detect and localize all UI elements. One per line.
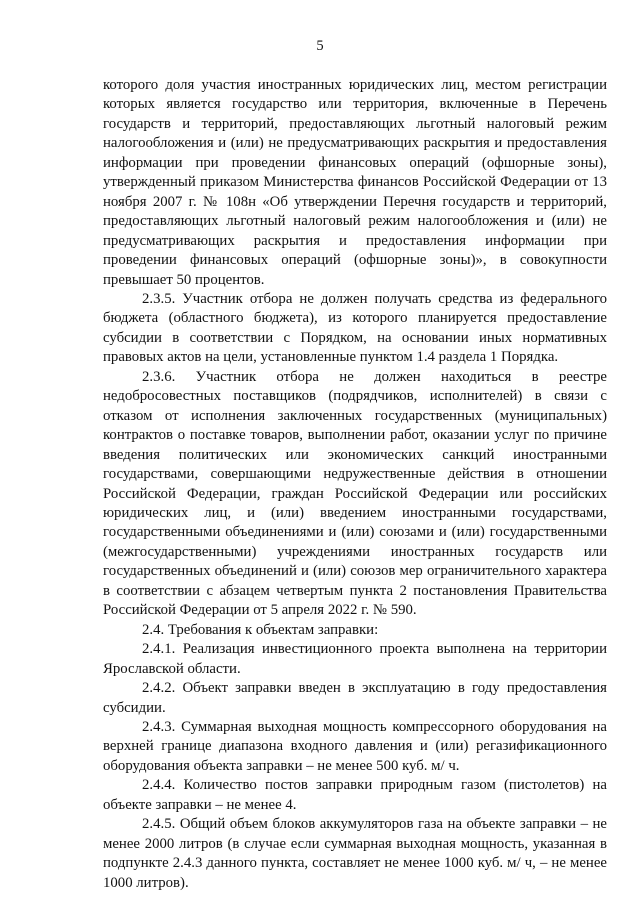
paragraph-2-4-1: 2.4.1. Реализация инвестиционного проекта выполнена на территории Ярославской области. [103,641,607,677]
paragraph-2-4-3: 2.4.3. Суммарная выходная мощность компрессорного оборудования на верхней границе диапазона входного давления и (или) регазификационного оборудования объекта заправки – не менее 500 куб. м/ ч. [103,718,607,774]
paragraph-2-3-6: 2.3.6. Участник отбора не должен находиться в реестре недобросовестных поставщиков (подрядчиков, исполнителей) в связи с отказом от исполнения заключенных государственных (муниципальных) контрактов о поставке товаров, выполнении работ, оказании услуг по причине введения политических или экономических санкций иностранными государствами, совершающими недружественные действия в отношении Российской Федерации, граждан Российской Федерации или российских юридических лиц, и (или) введением иностранными государствами, государственными объединениями и (или) союзами и (или) государственными (межгосударственными) учреждениями иностранных государств или государственных объединений и (или) союзов мер ограничительного характера в соответствии с абзацем четвертым пункта 2 постановления Правительства Российской Федерации от 5 апреля 2022 г. № 590. [103,368,607,619]
paragraph-2-4-4: 2.4.4. Количество постов заправки природным газом (пистолетов) на объекте заправки – не менее 4. [103,777,607,813]
paragraph-2-4-heading: 2.4. Требования к объектам заправки: [142,621,379,638]
page-number: 5 [316,38,324,54]
paragraph-continuation: которого доля участия иностранных юридических лиц, местом регистрации которых является государство или территория, включенные в Перечень государств и территорий, предоставляющих льготный налоговый режим налогообложения и (или) не предусматривающих раскрытия и предоставления информации при проведении финансовых операций (офшорные зоны), утвержденный приказом Министерства финансов Российской Федерации от 13 ноября 2007 г. № 108н «Об утверждении Перечня государств и территорий, предоставляющих льготный налоговый режим налогообложения и (или) не предусматривающих раскрытия и предоставления информации при проведении финансовых операций (офшорные зоны)», в совокупности превышает 50 процентов. [103,77,607,288]
paragraph-2-4-5: 2.4.5. Общий объем блоков аккумуляторов газа на объекте заправки – не менее 2000 литров (в случае если суммарная выходная мощность, указанная в подпункте 2.4.3 данного пункта, составляет не менее 1000 куб. м/ ч, – не менее 1000 литров). [103,816,607,891]
paragraph-2-4-2: 2.4.2. Объект заправки введен в эксплуатацию в году предоставления субсидии. [103,680,607,716]
document-body [103,76,607,893]
paragraph-2-3-5: 2.3.5. Участник отбора не должен получать средства из федерального бюджета (областного бюджета), из которого планируется предоставление субсидии в соответствии с Порядком, на основании иных нормативных правовых актов на цели, установленные пунктом 1.4 раздела 1 Порядка. [103,290,607,366]
